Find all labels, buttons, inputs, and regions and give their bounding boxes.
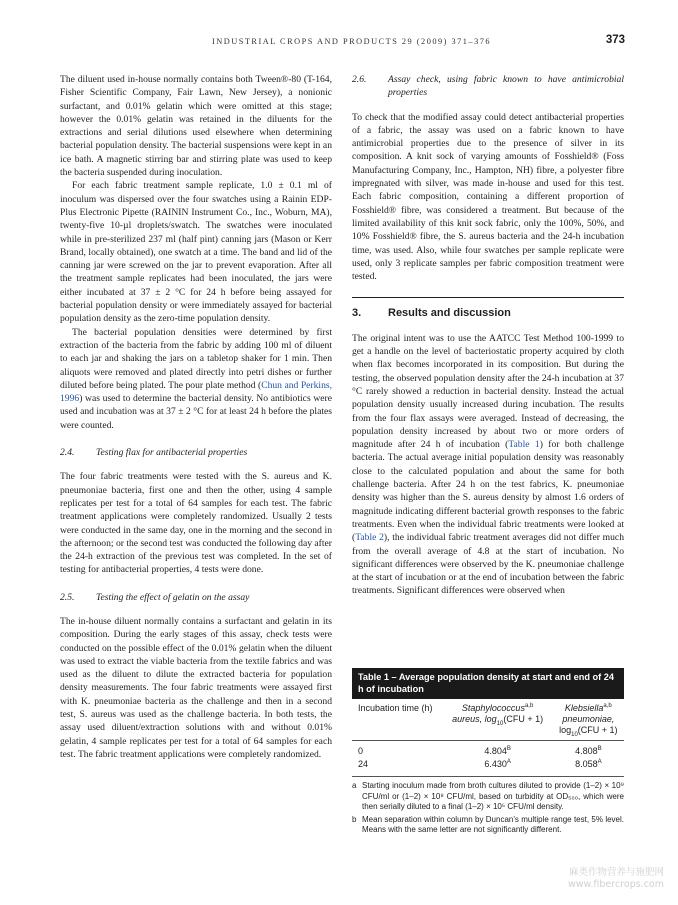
footnote-text: Starting inoculum made from broth cultures diluted to provide (1–2) × 10⁹ CFU/ml or (1–2) × 10⁸ CFU/ml, based on turbidity at OD₅₀₀, which were then serially diluted to a final (1–2) × 10⁵ CFU/ml density. — [362, 781, 624, 812]
section-heading — [352, 307, 624, 320]
paragraph-text: The original intent was to use the AATCC Test Method 100-1999 to get a handle on the level of bacteriostatic property acquired by cloth when flax becomes incorporated in its composition. But during the testing, the observed population density after the 24-h incubation at 37 °C rarely showed a reduction in bacterial density. Instead the actual population density usually increased during incubation. The results from the four flax assays were averaged. Instead of decreasing, the population density increased by about two or more orders of magnitude after 24 h of incubation ( — [352, 332, 624, 451]
cell-time: 0 — [358, 746, 364, 756]
letter-mark: A — [597, 759, 602, 765]
header-text: (CFU + 1) — [503, 714, 544, 724]
cell-time: 24 — [358, 759, 369, 769]
right-column — [352, 73, 624, 598]
value: 6.430 — [484, 759, 507, 769]
paragraph-text: ), the individual fabric treatment averages did not differ much from the overall average of 4.8 at the start of incubation. No significant differences were observed by the K. pneumoniae challenge at the start of incubation or at the end of incubation between the fabric treatments. Significant differences were observed when — [352, 532, 624, 597]
column-header — [443, 699, 551, 741]
section-number: 3. — [352, 307, 362, 320]
header-text: (CFU + 1) — [577, 725, 618, 735]
watermark-line: 麻类作物营养与施肥网 — [568, 867, 664, 878]
letter-mark: B — [597, 746, 602, 752]
table-link[interactable]: Table 1 — [508, 439, 540, 451]
subscript: 10 — [571, 731, 578, 738]
value: 4.804 — [484, 746, 507, 756]
cell-kp — [551, 741, 624, 759]
footnote-text: Mean separation within column by Duncan's multiple range test, 5% level. Means with the same letter are not significantly different. — [362, 814, 624, 835]
section-heading — [60, 591, 332, 604]
paragraph: The diluent used in-house normally contains both Tween®-80 (T-164, Fisher Scientific Company, Fair Lawn, New Jersey), a nonionic surfactant, and 0.01% gelatin which were omitted at this stage; however the 0.01% gelatin was retained in the diluents for the extractions and serial dilutions used elsewhere when determining bacterial population density. The bacterial suspensions were kept in an ice bath. A magnetic stirring bar and stirring plate was used to keep the bacteria suspended during inoculation. — [60, 74, 332, 179]
section-number: 2.6. — [352, 74, 367, 85]
paragraph: For each fabric treatment sample replicate, 1.0 ± 0.1 ml of inoculum was dispersed over the four swatches using a Rainin EDP-Plus Electronic Pipette (RAININ Instrument Co., Inc., Woburn, MA), twenty-five 10-µl droplets/swatch. The swatches were inoculated while in pre-sterilized 237 ml (half pint) canning jars (Mason or Kerr Brand, locally obtained), one swatch at a time. The band and lid of the canning jar were screwed on the jar to prevent evaporation. After all the treatment sample replicates had been inoculated, the jars were either incubated at 37 ± 2 °C for 24 h before being assayed for bacterial population density or were immediately assayed for bacterial population density as the zero-time population density. — [60, 180, 332, 325]
footnote-mark: a,b — [524, 703, 534, 709]
section-title: Assay check, using fabric known to have antimicrobial properties — [388, 74, 624, 99]
table-caption: Table 1 – Average population density at start and end of 24 h of incubation — [352, 668, 624, 699]
table-header-row — [352, 699, 624, 741]
footnote-mark: a,b — [603, 703, 612, 709]
watermark-line: www.fibercrops.com — [567, 879, 664, 890]
table-row — [352, 758, 624, 776]
footnote-mark: a — [352, 781, 357, 790]
header-text: pneumoniae, — [562, 714, 615, 724]
running-head: INDUSTRIAL CROPS AND PRODUCTS 29 (2009) 371–376 — [212, 37, 492, 46]
column-header — [551, 699, 624, 741]
section-title: Testing flax for antibacterial properties — [96, 447, 248, 459]
section-divider — [352, 297, 624, 298]
cell-sa — [443, 741, 551, 759]
column-header: Incubation time (h) — [358, 703, 433, 713]
value: 8.058 — [575, 759, 598, 769]
section-heading — [352, 73, 624, 100]
citation-link[interactable]: Chun and Perkins, 1996 — [60, 379, 332, 405]
section-title: Results and discussion — [388, 307, 511, 320]
table-footnotes — [352, 777, 624, 836]
table-1 — [352, 668, 624, 838]
footnote — [352, 815, 624, 836]
letter-mark: A — [506, 759, 511, 765]
header-text: log — [559, 725, 572, 735]
cell-kp — [551, 758, 624, 776]
header-text: Staphylococcus — [461, 703, 525, 713]
watermark — [568, 867, 664, 891]
table-row — [352, 741, 624, 759]
footnote — [352, 781, 624, 813]
subscript: 10 — [496, 720, 504, 727]
paragraph: The four fabric treatments were tested with the S. aureus and K. pneumoniae bacteria, first one and then the other, using 4 sample replicates per test for a total of 64 samples for each test. The fabric treatment applications were completely randomized. Usually 2 tests were conducted in the same day, one in the morning and the second in the afternoon; or the second test was conducted the following day after the 24-h extraction of the previous test was completed. In the set of testing for antibacterial properties, 4 tests were done. — [60, 471, 332, 576]
letter-mark: B — [506, 746, 511, 752]
paragraph-text: ) for both challenge bacteria. The actual average initial population density was reasonably close to the calculated population and about the same for both challenge bacteria. After 24 h on the test fabrics, K. pneumoniae density was higher than the S. aureus density by almost 1.6 orders of magnitude indicating different bacterial growth responses to the fabric treatments. Even when the individual fabric treatments were looked at ( — [352, 439, 624, 544]
header-text: Klebsiella — [564, 703, 604, 713]
left-column — [60, 73, 332, 761]
section-number: 2.4. — [60, 447, 75, 459]
cell-sa — [443, 758, 551, 776]
value: 4.808 — [575, 746, 598, 756]
paragraph: To check that the modified assay could detect antibacterial properties of a fabric, the assay was used on a fabric known to have antimicrobial properties due to the presence of silver in its composition. A knit sock of varying amounts of Fosshield® (Foss Manufacturing Company, Inc., Hampton, NH) fibre, a polyester fibre impregnated with silver, was made in-house and used for this test. Each fabric composition, containing a different proportion of Fosshield® fibre, was considered a treatment. But because of the limited availability of this knit sock fabric, only the 100%, 50%, and 10% Fosshield® fibre, the S. aureus bacteria and the 24-h incubation time, was used. Also, while four swatches per sample replicate were used, only 3 replicate samples per fabric composition treatment were tested. — [352, 111, 624, 283]
table-link[interactable]: Table 2 — [355, 532, 384, 544]
page-number: 373 — [605, 34, 625, 46]
paragraph: The in-house diluent normally contains a surfactant and gelatin in its composition. During the early stages of this assay, check tests were conducted on the possible effect of the 0.01% gelatin when the diluent was used to extract the viable bacteria from the textile fabrics and was used as the diluent to dilute the extracted bacteria for population density measurements. The four fabric treatments were assayed first with K. pneumoniae bacteria as the challenge and then in a second test, S. aureus was used as the challenge bacteria. In both tests, the assay used diluent/extraction solutions with and without 0.01% gelatin, 4 sample replicates per test for a total of 64 samples for each test. The fabric treatment applications were completely randomized. — [60, 615, 332, 760]
paragraph-text: ) was used to determine the bacterial density. No antibiotics were used and incubation was at 37 ± 2 °C for at least 24 h before the plates were counted. — [60, 393, 332, 431]
section-number: 2.5. — [60, 591, 75, 603]
section-heading — [60, 446, 332, 459]
footnote-mark: b — [352, 814, 357, 824]
paragraph-text: The bacterial population densities were determined by first extraction of the bacteria from the fabric by adding 100 ml of diluent to each jar and shaking the jars on a tabletop shaker for 1 min. Then aliquots were removed and plated directly into petri dishes or further diluted before being plated. The pour plate method ( — [60, 326, 332, 391]
section-title: Testing the effect of gelatin on the assay — [96, 591, 250, 603]
page-header — [0, 0, 678, 60]
data-table — [352, 699, 624, 776]
paragraph — [60, 326, 332, 432]
paragraph — [352, 332, 624, 598]
header-text: aureus, log — [452, 714, 497, 724]
